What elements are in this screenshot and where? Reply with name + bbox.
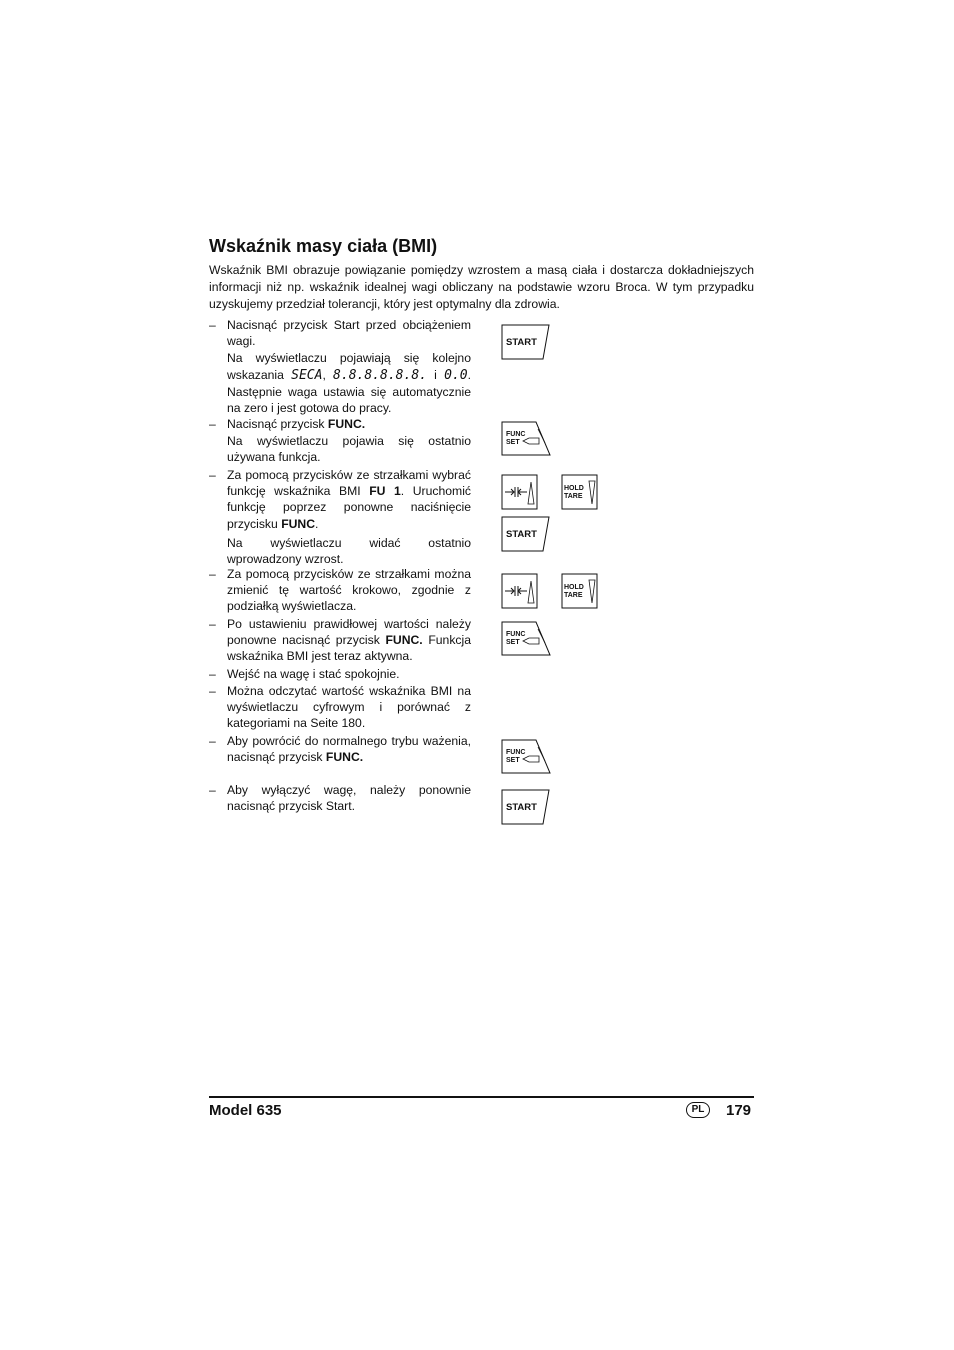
func-set-key-icon bbox=[501, 739, 551, 775]
start-key-icon bbox=[501, 516, 551, 552]
func-key-ref: FUNC. bbox=[385, 633, 423, 648]
function-code: FU 1 bbox=[369, 484, 401, 499]
display-readout-test: 8.8.8.8.8.8. bbox=[333, 367, 427, 383]
step-text: Aby wyłączyć wagę, należy ponownie nacisnąć przycisk Start. bbox=[227, 783, 471, 814]
start-key-label: START bbox=[506, 337, 537, 348]
step-text-part: Funkcja wskaźnika BMI jest teraz aktywna. bbox=[227, 633, 471, 664]
list-dash: – bbox=[209, 734, 216, 748]
start-key-label: START bbox=[506, 802, 537, 813]
hold-tare-key-icon bbox=[561, 573, 599, 609]
list-dash: – bbox=[209, 567, 216, 581]
step-text: Na wyświetlaczu pojawia się ostatnio używana funkcja. bbox=[227, 434, 471, 465]
step-text-part: , bbox=[322, 367, 334, 382]
list-dash: – bbox=[209, 783, 216, 797]
start-key-icon bbox=[501, 324, 551, 360]
set-key-label: SET bbox=[506, 639, 520, 646]
step-text-part: Na wyświetlaczu pojawiają się kolejno wskazania bbox=[227, 351, 471, 382]
list-item bbox=[209, 467, 471, 567]
footer-model: Model 635 bbox=[209, 1102, 282, 1119]
start-key-label: START bbox=[506, 529, 537, 540]
language-badge: PL bbox=[686, 1102, 710, 1118]
list-item bbox=[209, 666, 471, 682]
step-text: Wejść na wagę i stać spokojnie. bbox=[227, 667, 400, 681]
display-readout-zero: 0.0 bbox=[444, 367, 468, 383]
step-text-part: Aby powrócić do normalnego trybu ważenia, nacisnąć przycisk bbox=[227, 734, 471, 765]
arrow-down-key-icon bbox=[501, 573, 539, 609]
footer-divider bbox=[209, 1096, 754, 1098]
step-text bbox=[227, 733, 471, 765]
hold-key-label: HOLD bbox=[564, 584, 584, 591]
list-dash: – bbox=[209, 684, 216, 698]
list-dash: – bbox=[209, 318, 216, 332]
step-text: Na wyświetlaczu widać ostatnio wprowadzony wzrost. bbox=[227, 535, 471, 567]
display-readout-seca: SECA bbox=[291, 367, 323, 383]
list-dash: – bbox=[209, 468, 216, 482]
func-key-label: FUNC bbox=[506, 431, 526, 438]
list-item bbox=[209, 416, 471, 466]
func-key-ref: FUNC bbox=[281, 516, 316, 531]
list-item bbox=[209, 683, 471, 732]
list-item bbox=[209, 733, 471, 765]
hold-key-label: HOLD bbox=[564, 485, 584, 492]
step-text-part: . Uruchomić funkcję poprzez ponowne naciśnięcie przycisku bbox=[227, 484, 471, 531]
func-key-ref: FUNC. bbox=[325, 750, 364, 765]
set-key-label: SET bbox=[506, 757, 520, 764]
list-item bbox=[209, 317, 471, 416]
arrow-down-key-icon bbox=[501, 474, 539, 510]
set-key-label: SET bbox=[506, 439, 520, 446]
step-text bbox=[227, 467, 471, 532]
list-dash: – bbox=[209, 417, 216, 431]
step-text: Można odczytać wartość wskaźnika BMI na wyświetlaczu cyfrowym i porównać z kategoriami na Seite 180. bbox=[227, 684, 471, 731]
func-key-label: FUNC bbox=[506, 631, 526, 638]
func-set-key-icon bbox=[501, 421, 551, 457]
list-dash: – bbox=[209, 617, 216, 631]
tare-key-label: TARE bbox=[564, 493, 583, 500]
list-item bbox=[209, 616, 471, 665]
step-text bbox=[227, 616, 471, 665]
step-text-part: i bbox=[426, 367, 445, 382]
list-item bbox=[209, 782, 471, 814]
step-text: Za pomocą przycisków ze strzałkami można zmienić tę wartość krokowo, zgodnie z podziałką wyświetlacza. bbox=[227, 567, 471, 614]
func-key-label: FUNC bbox=[506, 749, 526, 756]
step-text bbox=[227, 416, 471, 432]
intro-paragraph: Wskaźnik BMI obrazuje powiązanie pomiędzy wzrostem a masą ciała i dostarcza dokładniejszych informacji niż np. wskaźnik idealnej wagi obliczany na podstawie wzoru Broca. W tym przypadku uzyskujemy przedział tolerancji, który jest optymalny dla zdrowia. bbox=[209, 263, 754, 311]
start-key-icon bbox=[501, 789, 551, 825]
step-text-part: Za pomocą przycisków ze strzałkami wybrać funkcję wskaźnika BMI bbox=[227, 468, 471, 499]
step-text-part: . bbox=[315, 516, 319, 531]
step-text-part: . Następnie waga ustawia się automatycznie na zero i jest gotowa do pracy. bbox=[227, 367, 471, 416]
page-title: Wskaźnik masy ciała (BMI) bbox=[209, 236, 438, 256]
func-key-ref: FUNC. bbox=[327, 417, 366, 431]
page-number: 179 bbox=[726, 1102, 752, 1119]
step-text-part: Nacisnąć przycisk bbox=[227, 417, 328, 431]
step-text bbox=[227, 350, 471, 416]
step-text: Nacisnąć przycisk Start przed obciążeniem wagi. bbox=[227, 318, 471, 349]
hold-tare-key-icon bbox=[561, 474, 599, 510]
list-dash: – bbox=[209, 667, 216, 681]
tare-key-label: TARE bbox=[564, 592, 583, 599]
step-text-part: Po ustawieniu prawidłowej wartości należy ponowne nacisnąć przycisk bbox=[227, 617, 471, 648]
list-item bbox=[209, 566, 471, 615]
func-set-key-icon bbox=[501, 621, 551, 657]
